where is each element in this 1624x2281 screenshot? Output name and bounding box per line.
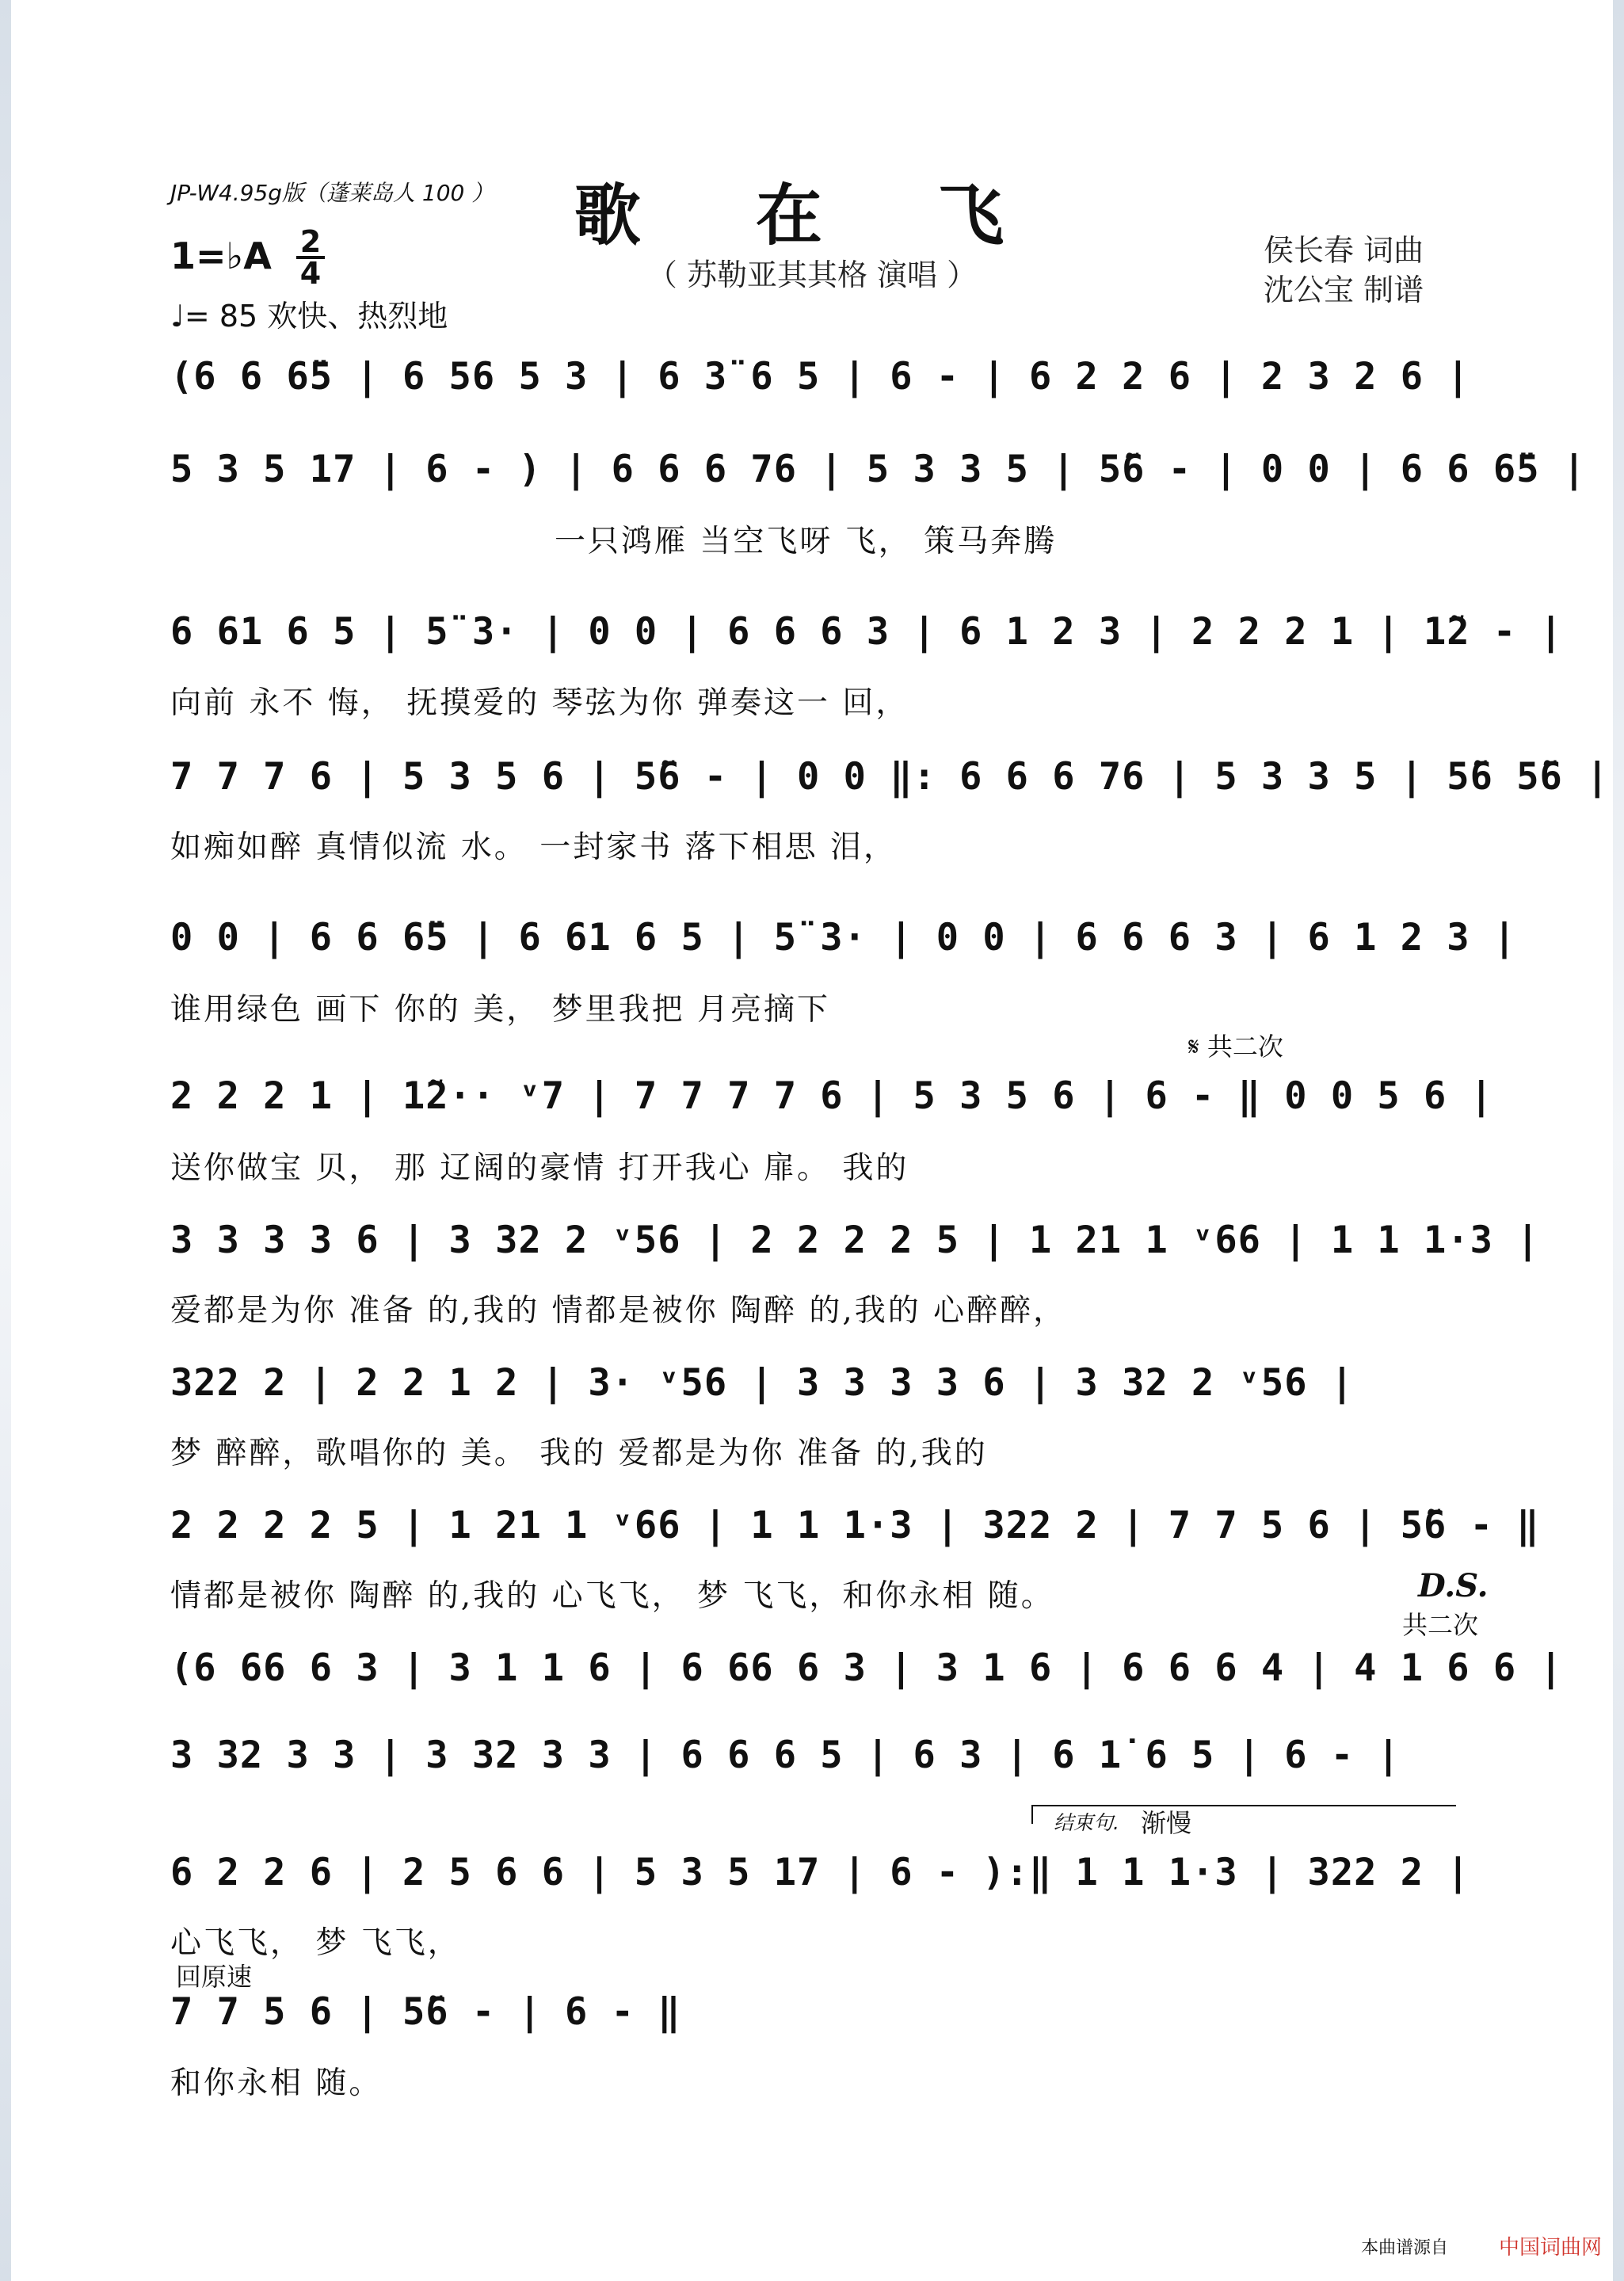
ds-mark: D.S.: [1418, 1567, 1489, 1604]
key-signature: 1=♭A: [170, 235, 272, 277]
notation-line-11: 3 32 3 3 | 3 32 3 3 | 6 6 6 5 | 6 3 | 6 1̇ 6 5 | 6 - |: [170, 1734, 1401, 1777]
lyric-line-8: 梦 醉醉，歌唱你的 美。 我的 爱都是为你 准备 的,我的: [170, 1436, 988, 1471]
notation-line-9: 2 2 2 2 5 | 1 21 1 ᵛ66 | 1 1 1·3 | 322 2 | 7 7 5 6 | 5̃6 - ‖: [170, 1504, 1540, 1547]
singer-line: （ 苏勒亚其其格 演唱 ）: [646, 257, 978, 292]
lyric-line-3: 向前 永不 悔， 抚摸爱的 琴弦为你 弹奏这一 回，: [170, 685, 909, 721]
notation-line-5: 0 0 | 6 6 6̈5 | 6 61 6 5 | 5̈ 3· | 0 0 | 6 6 6 3 | 6 1 2 3 |: [170, 916, 1517, 959]
footer-brand-link[interactable]: 中国词曲网: [1499, 2236, 1603, 2260]
version-label: JP-W4.95g版（蓬莱岛人 100 ）: [170, 180, 494, 206]
time-signature-bottom: 4: [299, 256, 322, 291]
lyric-line-6: 送你做宝 贝， 那 辽阔的豪情 打开我心 扉。 我的: [170, 1150, 909, 1186]
lyric-line-7: 爱都是为你 准备 的,我的 情都是被你 陶醉 的,我的 心醉醉，: [170, 1293, 1067, 1329]
notation-line-2: 5 3 5 17 | 6 - ) | 6 6 6 76 | 5 3 3 5 | 5̃6 - | 0 0 | 6 6 6̈5 |: [170, 448, 1587, 491]
time-signature-top: 2: [299, 224, 322, 259]
lyric-line-12: 心飞飞， 梦 飞飞，: [170, 1925, 461, 1961]
song-title: 歌 在 飞: [574, 176, 1050, 254]
ending-label: 结束句.: [1054, 1811, 1119, 1834]
left-edge-strip: [0, 0, 11, 2281]
time-signature: [295, 224, 326, 291]
a-tempo-marking: 回原速: [176, 1962, 253, 1992]
notation-line-7: 3 3 3 3 6 | 3 32 2 ᵛ56 | 2 2 2 2 5 | 1 21 1 ᵛ66 | 1 1 1·3 |: [170, 1219, 1540, 1262]
notation-line-12: 6 2 2 6 | 2 5 6 6 | 5 3 5 17 | 6 - ):‖ 1 1 1·3 | 322 2 |: [170, 1851, 1470, 1894]
notation-line-4: 7 7 7 6 | 5 3 5 6 | 5̃6 - | 0 0 ‖: 6 6 6 76 | 5 3 3 5 | 5̃6 5̃6 |: [170, 755, 1610, 799]
lyric-line-13: 和你永相 随。: [170, 2065, 383, 2101]
notation-line-10: (6 66 6 3 | 3 1 1 6 | 6 66 6 3 | 3 1 6 | 6 6 6 4 | 4 1 6 6 |: [170, 1646, 1563, 1690]
arranger-credit: 沈公宝 制谱: [1264, 273, 1424, 307]
ds-repeat-note: 共二次: [1402, 1610, 1479, 1640]
lyric-line-9: 情都是被你 陶醉 的,我的 心飞飞， 梦 飞飞，和你永相 随。: [170, 1578, 1054, 1614]
lyricist-credit: 侯长春 词曲: [1264, 233, 1424, 268]
footer-source: 本曲谱源自: [1361, 2238, 1449, 2258]
segno-sign: 𝄋 共二次: [1188, 1032, 1283, 1062]
notation-line-1: (6 6 6̈5 | 6 56 5 3 | 6 3̈ 6 5 | 6 - | 6 2 2 6 | 2 3 2 6 |: [170, 355, 1470, 399]
right-edge-strip: [1613, 0, 1624, 2281]
notation-line-6: 2 2 2 1 | 1̃2·· ᵛ7 | 7 7 7 7 6 | 5 3 5 6 | 6 - ‖ 0 0 5 6 |: [170, 1074, 1493, 1118]
notation-line-8: 322 2 | 2 2 1 2 | 3· ᵛ56 | 3 3 3 3 6 | 3 32 2 ᵛ56 |: [170, 1361, 1355, 1405]
ritardando-marking: 渐慢: [1141, 1808, 1192, 1838]
lyric-line-4: 如痴如醉 真情似流 水。 一封家书 落下相思 泪，: [170, 830, 897, 865]
tempo-marking: ♩= 85 欢快、热烈地: [170, 299, 448, 334]
lyric-line-2: 一只鸿雁 当空飞呀 飞， 策马奔腾: [555, 524, 1058, 559]
notation-line-3: 6 61 6 5 | 5̈ 3· | 0 0 | 6 6 6 3 | 6 1 2 3 | 2 2 2 1 | 1̃2 - |: [170, 610, 1563, 654]
notation-line-13: 7 7 5 6 | 5̃6 - | 6 - ‖: [170, 1990, 681, 2034]
lyric-line-5: 谁用绿色 画下 你的 美， 梦里我把 月亮摘下: [170, 992, 830, 1028]
